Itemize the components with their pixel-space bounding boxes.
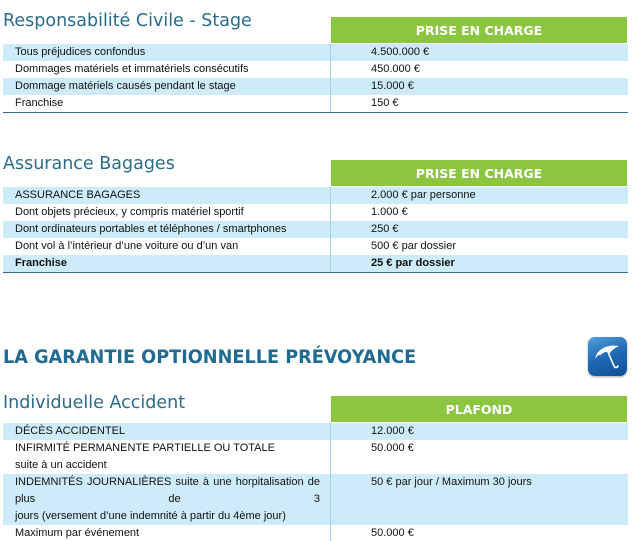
row-value: 2.000 € par personne [371,189,476,201]
section-title-individuelle-accident: Individuelle Accident [3,393,186,413]
column-header-prise-en-charge: PRISE EN CHARGE [331,17,627,43]
row-label: Dont ordinateurs portables et téléphones / smartphones [3,221,331,238]
column-header-prise-en-charge: PRISE EN CHARGE [331,160,627,186]
row-label: DÉCÈS ACCIDENTEL [3,423,331,440]
row-value: 4.500.000 € [371,46,430,58]
section-title-responsabilite-civile: Responsabilité Civile - Stage [3,11,252,31]
row-label: Tous préjudices confondus [3,44,331,61]
row-label [3,440,331,474]
row-label-line2: jours (versement d’une indemnité à partir du 4ème jour) [15,510,286,522]
row-value: 25 € par dossier [371,257,455,269]
row-value: 50.000 € [371,442,414,454]
row-value: 150 € [371,97,399,109]
row-value: 50.000 € [371,527,414,539]
row-label-line1: INFIRMITÉ PERMANENTE PARTIELLE OU TOTALE [15,442,275,454]
row-label: Dommage matériels causés pendant le stage [3,78,331,95]
table-row [3,525,628,541]
table-row [3,187,628,204]
table-row [3,95,628,112]
row-value: 12.000 € [371,425,414,437]
row-value: 15.000 € [371,80,414,92]
table-row [3,204,628,221]
table-row [3,221,628,238]
row-value: 250 € [371,223,399,235]
row-label: Franchise [3,255,331,272]
row-value: 1.000 € [371,206,408,218]
row-value: 50 € par jour / Maximum 30 jours [371,476,532,488]
row-label-line1: INDEMNITÉS JOURNALIÈRES suite à une horpitalisation de plus de 3 [15,476,320,505]
row-value: 500 € par dossier [371,240,456,252]
row-label: Dommages matériels et immatériels consécutifs [3,61,331,78]
row-label: Franchise [3,95,331,112]
table-row [3,474,628,525]
table-row [3,423,628,440]
row-value: 450.000 € [371,63,420,75]
row-label: Dont objets précieux, y compris matériel sportif [3,204,331,221]
table-individuelle-accident [3,423,628,541]
table-row [3,78,628,95]
table-row-franchise [3,255,628,272]
row-label [3,474,331,525]
column-header-plafond: PLAFOND [331,396,627,422]
table-row [3,44,628,61]
umbrella-icon [588,337,627,376]
optional-guarantee-title: LA GARANTIE OPTIONNELLE PRÉVOYANCE [3,346,417,368]
table-responsabilite-civile [3,44,628,113]
section-title-assurance-bagages: Assurance Bagages [3,154,175,174]
table-row [3,61,628,78]
row-label: Maximum par événement [3,525,331,541]
row-label: Dont vol à l’intérieur d’une voiture ou d’un van [3,238,331,255]
table-assurance-bagages [3,187,628,273]
table-row [3,440,628,474]
row-label: ASSURANCE BAGAGES [3,187,331,204]
row-label-line2: suite à un accident [15,459,107,471]
table-row [3,238,628,255]
